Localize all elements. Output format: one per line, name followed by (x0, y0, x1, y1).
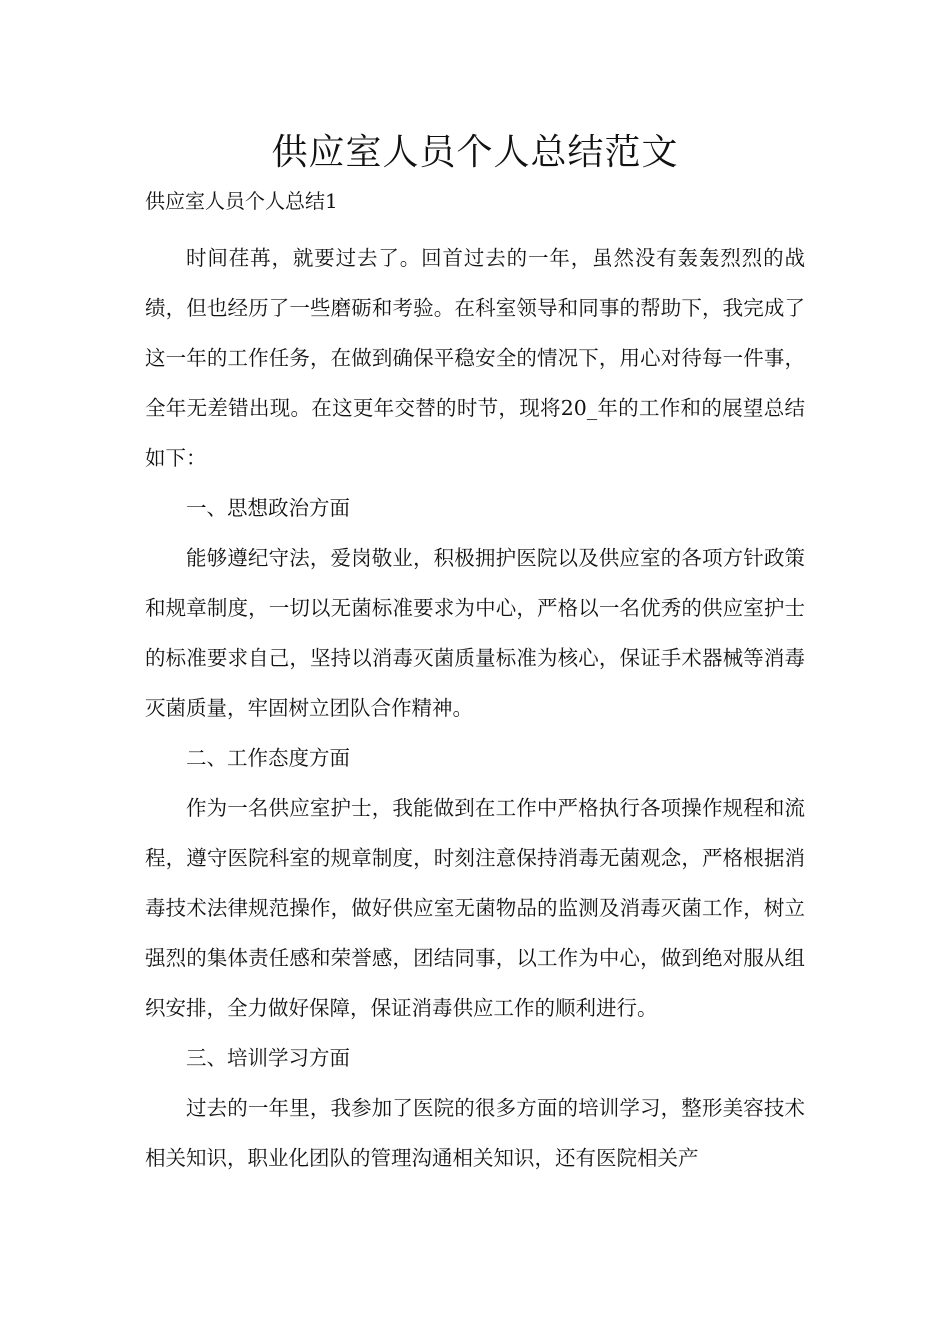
heading-training: 三、培训学习方面 (186, 1046, 350, 1070)
document-title: 供应室人员个人总结范文 (271, 132, 679, 173)
paragraph-political: 能够遵纪守法，爱岗敬业，积极拥护医院以及供应室的各项方针政策和规章制度，一切以无菌标准要求为中心，严格以一名优秀的供应室护士的标准要求自己，坚持以消毒灭菌质量标准为核心，保证手术器械等消毒灭菌质量，牢固树立团队合作精神。 (145, 546, 805, 720)
heading-attitude: 二、工作态度方面 (186, 746, 350, 770)
paragraph-intro: 时间荏苒，就要过去了。回首过去的一年，虽然没有轰轰烈烈的战绩，但也经历了一些磨砺和考验。在科室领导和同事的帮助下，我完成了这一年的工作任务，在做到确保平稳安全的情况下，用心对待每一件事，全年无差错出现。在这更年交替的时节，现将20_年的工作和的展望总结如下： (145, 246, 805, 470)
paragraph-attitude: 作为一名供应室护士，我能做到在工作中严格执行各项操作规程和流程，遵守医院科室的规章制度，时刻注意保持消毒无菌观念，严格根据消毒技术法律规范操作，做好供应室无菌物品的监测及消毒灭菌工作，树立强烈的集体责任感和荣誉感，团结同事，以工作为中心，做到绝对服从组织安排，全力做好保障，保证消毒供应工作的顺利进行。 (145, 796, 805, 1020)
heading-political: 一、思想政治方面 (186, 496, 350, 520)
paragraph-training: 过去的一年里，我参加了医院的很多方面的培训学习，整形美容技术相关知识，职业化团队的管理沟通相关知识，还有医院相关产 (145, 1096, 805, 1170)
section-subtitle: 供应室人员个人总结1 (145, 189, 338, 213)
document-body (145, 233, 805, 1183)
